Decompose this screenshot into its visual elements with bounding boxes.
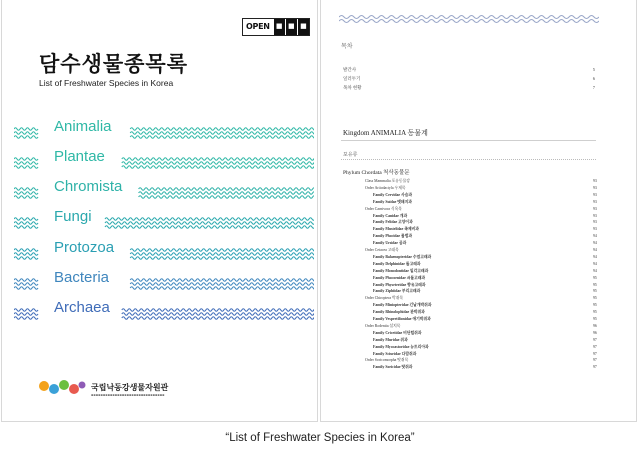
phylum-title: Phylum Chordata 척삭동물문 — [343, 170, 410, 176]
kingdom-name: Bacteria — [54, 269, 110, 286]
toc-entry — [373, 303, 623, 309]
toc-entry-page: 97 — [593, 358, 597, 363]
toc-entry-label: Family Canidae 개과 — [373, 213, 408, 218]
toc-entry-page: 94 — [593, 268, 597, 273]
toc-entry — [365, 324, 615, 330]
toc-entry-label: Family Cricetidae 비단털쥐과 — [373, 330, 422, 335]
toc-entry — [373, 345, 623, 351]
toc-entry-label: Order Soricomorpha 땃쥐목 — [365, 358, 409, 363]
toc-entry-page: 94 — [593, 261, 597, 266]
toc-entry — [365, 207, 615, 213]
toc-entry-label: Order Rodentia 설치목 — [365, 323, 401, 328]
toc-entry-page: 93 — [593, 227, 597, 232]
toc-entry-label: Family Suidae 멧돼지과 — [373, 199, 412, 204]
toc-entry — [373, 220, 623, 226]
kingdom-row — [14, 269, 314, 295]
toc-entry-page: 93 — [593, 192, 597, 197]
wave-decoration — [339, 14, 599, 24]
toc-entry-label: Family Soricidae 땃쥐과 — [373, 365, 413, 370]
figure-caption: “List of Freshwater Species in Korea” — [225, 432, 415, 444]
toc-entry-label: Family Phocoenidae 쇠돌고래과 — [373, 275, 426, 280]
toc-entry-label: Order Chiroptera 박쥐목 — [365, 296, 403, 301]
toc-entry-page: 94 — [593, 234, 597, 239]
toc-page — [321, 0, 636, 421]
toc-entry-label: Family Miniopteridae 긴날개박쥐과 — [373, 303, 432, 308]
toc-entry — [365, 186, 615, 192]
toc-entry-page: 95 — [593, 317, 597, 321]
toc-entry — [373, 269, 623, 275]
toc-row-page: 7 — [592, 85, 595, 90]
toc-entry-page: 96 — [593, 323, 597, 328]
toc-entry — [373, 234, 623, 240]
toc-entry-page: 95 — [593, 282, 597, 287]
toc-entry — [365, 248, 615, 254]
toc-entry-page: 97 — [593, 344, 597, 349]
toc-entry-label: Order Carnivora 식육목 — [365, 206, 402, 211]
toc-entry-page: 93 — [593, 206, 597, 211]
toc-row-label: 발간사 — [343, 67, 357, 72]
toc-row — [343, 67, 595, 73]
toc-entry — [373, 331, 623, 337]
open-license-badge — [242, 18, 310, 36]
toc-entry — [373, 289, 623, 295]
section-divider — [341, 140, 596, 141]
toc-row-label: 일러두기 — [343, 76, 361, 81]
toc-entry-label: Family Mustelidae 족제비과 — [373, 227, 419, 232]
license-nochange-icon: ■ — [298, 19, 309, 35]
toc-entry-label: Class Mammalia 포유동물강 — [365, 179, 410, 183]
toc-entry-label: Family Felidae 고양이과 — [373, 220, 413, 225]
cover-page — [2, 0, 317, 421]
toc-heading: 목차 — [341, 43, 353, 50]
kingdom-row — [14, 148, 314, 174]
toc-entry-label: Family Delphinidae 돌고래과 — [373, 261, 421, 266]
toc-entry-label: Family Rhinolophidae 관박쥐과 — [373, 310, 425, 315]
kingdom-section-title: Kingdom ANIMALIA 동물계 — [343, 129, 428, 137]
license-attribution-icon: ■ — [274, 19, 285, 35]
institute-logo-icon — [38, 377, 86, 397]
toc-entry-page: 95 — [593, 289, 597, 294]
toc-entry-label: Family Physeteridae 향유고래과 — [373, 282, 426, 287]
toc-entry-page: 96 — [593, 330, 597, 335]
toc-entry-label: Family Muridae 쥐과 — [373, 337, 408, 342]
toc-entry — [373, 365, 623, 371]
toc-row — [343, 76, 595, 82]
toc-entry — [373, 338, 623, 344]
toc-entry-page: 95 — [593, 296, 597, 301]
toc-entry — [373, 262, 623, 268]
toc-entry-label: Family Balaenopteridae 수염고래과 — [373, 254, 432, 259]
toc-row-page: 5 — [592, 67, 595, 72]
toc-row-label: 목차 현황 — [343, 85, 362, 90]
kingdom-row — [14, 178, 314, 204]
toc-entry — [373, 227, 623, 233]
kingdom-row — [14, 239, 314, 265]
toc-entry-label: Family Vespertilionidae 애기박쥐과 — [373, 317, 431, 321]
toc-entry-page: 93 — [593, 220, 597, 225]
toc-entry-page: 97 — [593, 351, 597, 356]
toc-entry-label: Family Monodontidae 일각고래과 — [373, 268, 429, 273]
toc-entry — [373, 276, 623, 282]
kingdom-name: Archaea — [54, 299, 110, 316]
kingdom-row — [14, 118, 314, 144]
toc-entry-label: Order Artiodactyla 우제목 — [365, 185, 406, 190]
license-noncommercial-icon: ■ — [286, 19, 297, 35]
kingdom-row — [14, 299, 314, 325]
toc-entry-label: Family Ziphiidae 부리고래과 — [373, 289, 421, 294]
toc-entry-page: 93 — [593, 199, 597, 204]
toc-entry — [373, 255, 623, 261]
toc-entry-page: 97 — [593, 337, 597, 342]
toc-entry-label: Family Phocidae 물범과 — [373, 234, 413, 239]
toc-entry-label: Family Myocastoridae 뉴트리아과 — [373, 344, 429, 349]
kingdom-name: Animalia — [54, 118, 112, 135]
toc-entry — [365, 358, 615, 364]
dotted-divider — [341, 159, 596, 160]
toc-row — [343, 85, 595, 91]
toc-entry — [373, 310, 623, 316]
institute-name-small: ▪▪▪▪▪▪▪▪▪▪▪▪▪▪▪▪▪▪▪▪▪▪▪▪▪▪▪▪▪▪▪ — [91, 393, 165, 397]
toc-entry-page: 93 — [593, 179, 597, 183]
toc-entry-page: 95 — [593, 275, 597, 280]
toc-entry — [373, 317, 623, 323]
toc-entry — [365, 179, 615, 185]
toc-entry-label: Family Ursidae 곰과 — [373, 241, 407, 246]
cover-title-korean: 담수생물종목록 — [39, 52, 189, 76]
toc-row-page: 6 — [592, 76, 595, 81]
toc-entry-label: Order Cetacea 고래목 — [365, 248, 399, 252]
toc-entry — [373, 241, 623, 247]
kingdom-name: Chromista — [54, 178, 123, 195]
kingdom-row — [14, 208, 314, 234]
institute-name: 국립낙동강생물자원관 — [91, 383, 169, 392]
toc-entry-page: 94 — [593, 241, 597, 246]
cover-title-english: List of Freshwater Species in Korea — [39, 78, 174, 88]
toc-entry-page: 97 — [593, 365, 597, 370]
toc-entry — [373, 214, 623, 220]
subsection-label: 포유류 — [343, 152, 358, 158]
toc-entry-page: 95 — [593, 303, 597, 308]
toc-entry — [373, 283, 623, 289]
kingdom-name: Fungi — [54, 208, 92, 225]
toc-entry-label: Family Cervidae 사슴과 — [373, 192, 413, 197]
toc-entry-page: 94 — [593, 254, 597, 259]
toc-entry — [365, 296, 615, 302]
toc-entry — [373, 352, 623, 358]
kingdom-name: Protozoa — [54, 239, 115, 256]
toc-entry-page: 93 — [593, 185, 597, 190]
toc-entry-label: Family Sciuridae 다람쥐과 — [373, 351, 417, 356]
toc-entry — [373, 200, 623, 206]
toc-entry-page: 95 — [593, 310, 597, 315]
toc-entry-page: 94 — [593, 248, 597, 252]
toc-entry-page: 93 — [593, 213, 597, 218]
kingdom-name: Plantae — [54, 148, 105, 165]
toc-entry — [373, 193, 623, 199]
open-label: OPEN — [243, 19, 273, 35]
